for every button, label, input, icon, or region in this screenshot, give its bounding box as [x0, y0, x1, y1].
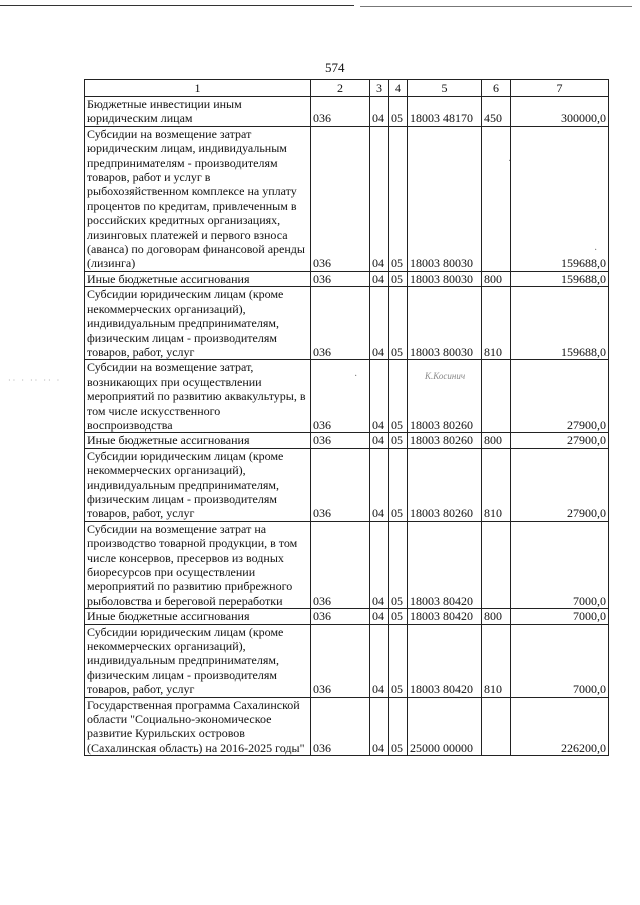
description-cell: Государственная программа Сахалинской области "Социально-экономическое развитие Курильских островов (Сахалинская область) на 2016-2025 годы": [85, 697, 311, 756]
amount-cell: 7000,0: [511, 609, 609, 624]
target-article-cell: 18003 80260: [408, 360, 482, 433]
ministry-code-cell: 036: [311, 433, 370, 448]
description-cell: Субсидии юридическим лицам (кроме некоммерческих организаций), индивидуальным предпринимателям, физическим лицам - производителям товаров, работ, услуг: [85, 448, 311, 521]
ministry-code-cell: 036: [311, 624, 370, 697]
ministry-code-cell: 036: [311, 287, 370, 360]
section-code-cell: 04: [370, 126, 389, 271]
top-rule-faint: [360, 6, 632, 7]
description-cell: Иные бюджетные ассигнования: [85, 609, 311, 624]
amount-cell: 159688,0: [511, 287, 609, 360]
scan-dot: ·: [594, 245, 598, 256]
table-row: [85, 271, 609, 286]
subsection-code-cell: 05: [389, 624, 408, 697]
scan-dot: ·: [354, 371, 358, 382]
column-header: 4: [389, 80, 408, 97]
section-code-cell: 04: [370, 360, 389, 433]
subsection-code-cell: 05: [389, 97, 408, 127]
subsection-code-cell: 05: [389, 433, 408, 448]
budget-table: [84, 79, 609, 756]
ministry-code-cell: 036: [311, 448, 370, 521]
target-article-cell: 18003 80420: [408, 521, 482, 608]
ministry-code-cell: 036: [311, 271, 370, 286]
expense-type-cell: [482, 126, 511, 271]
expense-type-cell: 810: [482, 287, 511, 360]
target-article-cell: 18003 80030: [408, 126, 482, 271]
subsection-code-cell: 05: [389, 126, 408, 271]
scan-stamp-mark: К.Косинич: [425, 371, 466, 381]
amount-cell: 27900,0: [511, 448, 609, 521]
amount-cell: 159688,0: [511, 126, 609, 271]
table-row: [85, 97, 609, 127]
table-row: [85, 448, 609, 521]
subsection-code-cell: 05: [389, 521, 408, 608]
table-header-row: [85, 80, 609, 97]
amount-cell: 27900,0: [511, 433, 609, 448]
scan-dot: ·: [508, 156, 512, 167]
subsection-code-cell: 05: [389, 697, 408, 756]
ministry-code-cell: 036: [311, 697, 370, 756]
subsection-code-cell: 05: [389, 360, 408, 433]
section-code-cell: 04: [370, 521, 389, 608]
amount-cell: 7000,0: [511, 521, 609, 608]
table-row: [85, 126, 609, 271]
description-cell: Субсидии юридическим лицам (кроме некоммерческих организаций), индивидуальным предпринимателям, физическим лицам - производителям товаров, работ, услуг: [85, 287, 311, 360]
subsection-code-cell: 05: [389, 271, 408, 286]
description-cell: Иные бюджетные ассигнования: [85, 433, 311, 448]
target-article-cell: 18003 80260: [408, 448, 482, 521]
subsection-code-cell: 05: [389, 609, 408, 624]
section-code-cell: 04: [370, 448, 389, 521]
column-header: 5: [408, 80, 482, 97]
table-row: [85, 609, 609, 624]
top-rule: [0, 5, 354, 6]
column-header: 6: [482, 80, 511, 97]
target-article-cell: 18003 80030: [408, 287, 482, 360]
section-code-cell: 04: [370, 697, 389, 756]
amount-cell: 7000,0: [511, 624, 609, 697]
ministry-code-cell: 036: [311, 521, 370, 608]
table-row: [85, 697, 609, 756]
column-header: 2: [311, 80, 370, 97]
subsection-code-cell: 05: [389, 287, 408, 360]
target-article-cell: 18003 80260: [408, 433, 482, 448]
target-article-cell: 18003 80030: [408, 271, 482, 286]
expense-type-cell: [482, 521, 511, 608]
description-cell: Субсидии на возмещение затрат юридическим лицам, индивидуальным предпринимателям - производителям товаров, работ и услуг в рыбохозяйственном комплексе на уплату процентов по кредитам, привлеченным в российских кредитных организациях, лизинговых платежей и первого взноса (аванса) по договорам финансовой аренды (лизинга): [85, 126, 311, 271]
target-article-cell: 25000 00000: [408, 697, 482, 756]
expense-type-cell: 800: [482, 271, 511, 286]
subsection-code-cell: 05: [389, 448, 408, 521]
description-cell: Субсидии на возмещение затрат, возникающих при осуществлении мероприятий по развитию аквакультуры, в том числе искусственного воспроизводства: [85, 360, 311, 433]
section-code-cell: 04: [370, 433, 389, 448]
expense-type-cell: [482, 697, 511, 756]
section-code-cell: 04: [370, 271, 389, 286]
section-code-cell: 04: [370, 624, 389, 697]
section-code-cell: 04: [370, 609, 389, 624]
description-cell: Иные бюджетные ассигнования: [85, 271, 311, 286]
amount-cell: 27900,0: [511, 360, 609, 433]
description-cell: Субсидии на возмещение затрат на производство товарной продукции, в том числе консервов, пресервов из водных биоресурсов при осуществлении мероприятий по развитию прибрежного рыболовства и береговой переработки: [85, 521, 311, 608]
target-article-cell: 18003 80420: [408, 609, 482, 624]
ministry-code-cell: 036: [311, 126, 370, 271]
expense-type-cell: 810: [482, 624, 511, 697]
expense-type-cell: 810: [482, 448, 511, 521]
expense-type-cell: 800: [482, 609, 511, 624]
target-article-cell: 18003 80420: [408, 624, 482, 697]
table-row: [85, 433, 609, 448]
section-code-cell: 04: [370, 97, 389, 127]
table-row: [85, 360, 609, 433]
expense-type-cell: 450: [482, 97, 511, 127]
table-row: [85, 287, 609, 360]
amount-cell: 300000,0: [511, 97, 609, 127]
table-row: [85, 521, 609, 608]
expense-type-cell: 800: [482, 433, 511, 448]
ministry-code-cell: 036: [311, 97, 370, 127]
amount-cell: 159688,0: [511, 271, 609, 286]
margin-scribble: ·· · ·· ·· ·: [8, 376, 62, 385]
page-number: 574: [325, 60, 345, 75]
target-article-cell: 18003 48170: [408, 97, 482, 127]
amount-cell: 226200,0: [511, 697, 609, 756]
description-cell: Субсидии юридическим лицам (кроме некоммерческих организаций), индивидуальным предпринимателям, физическим лицам - производителям товаров, работ, услуг: [85, 624, 311, 697]
section-code-cell: 04: [370, 287, 389, 360]
column-header: 7: [511, 80, 609, 97]
expense-type-cell: [482, 360, 511, 433]
description-cell: Бюджетные инвестиции иным юридическим лицам: [85, 97, 311, 127]
column-header: 3: [370, 80, 389, 97]
ministry-code-cell: 036: [311, 360, 370, 433]
column-header: 1: [85, 80, 311, 97]
ministry-code-cell: 036: [311, 609, 370, 624]
table-row: [85, 624, 609, 697]
